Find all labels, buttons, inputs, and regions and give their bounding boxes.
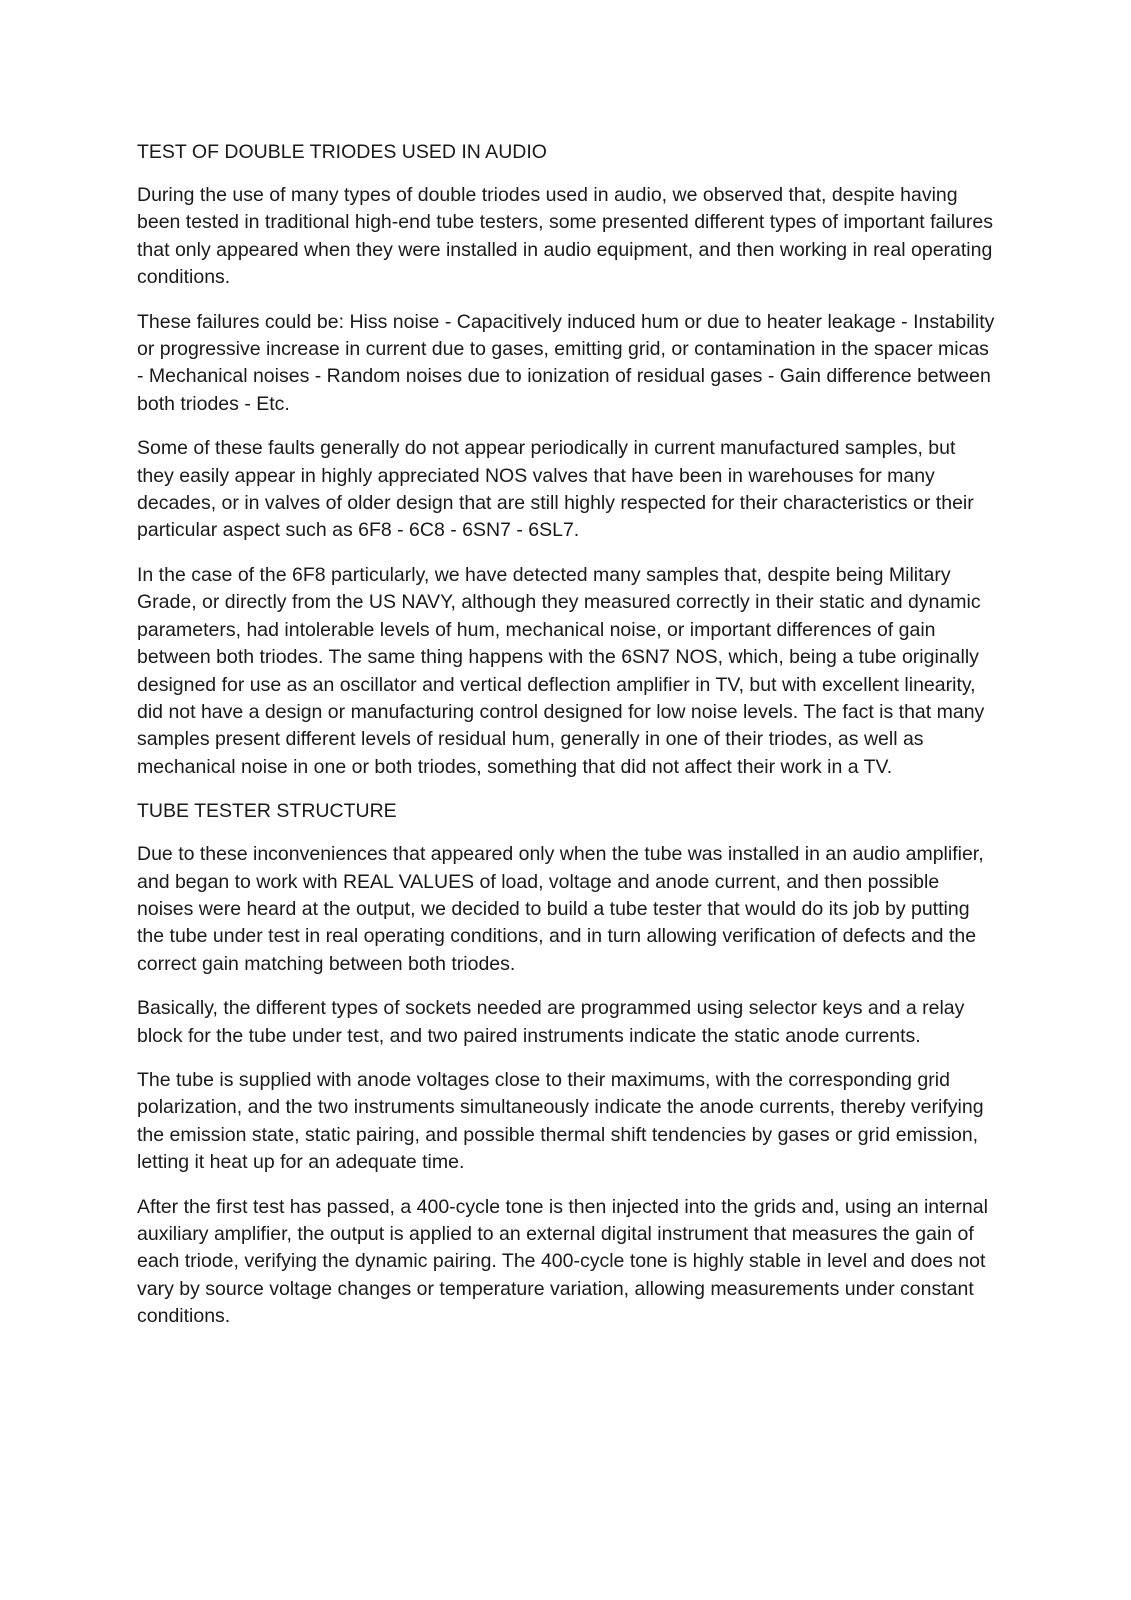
paragraph: Due to these inconveniences that appeared only when the tube was installed in an audio amplifier, and began to work with REAL VALUES of load, voltage and anode current, and then possible noises were heard at the output, we decided to build a tube tester that would do its job by putting the tube under test in real operating conditions, and in turn allowing verification of defects and the correct gain matching between both triodes. [137,843,984,975]
section-heading-tube-tester-structure: TUBE TESTER STRUCTURE [137,800,397,823]
paragraph: Some of these faults generally do not appear periodically in current manufactured samples, but they easily appear in highly appreciated NOS valves that have been in warehouses for many decades, or in valves of older design that are still highly respected for their characteristics or their particular aspect such as 6F8 - 6C8 - 6SN7 - 6SL7. [137,437,974,542]
document-title: TEST OF DOUBLE TRIODES USED IN AUDIO [137,141,547,163]
paragraph: The tube is supplied with anode voltages close to their maximums, with the corresponding grid polarization, and the two instruments simultaneously indicate the anode currents, thereby verifying the emission state, static pairing, and possible thermal shift tendencies by gases or grid emission, letting it heat up for an adequate time. [137,1068,984,1174]
paragraph: These failures could be: Hiss noise - Capacitively induced hum or due to heater leakage - Instability or progressive increase in current due to gases, emitting grid, or contamination in the spacer micas - Mechanical noises - Random noises due to ionization of residual gases - Gain difference between both triodes - Etc. [137,310,995,415]
paragraph: Basically, the different types of sockets needed are programmed using selector keys and a relay block for the tube under test, and two paired instruments indicate the static anode currents. [137,997,965,1047]
document-body [137,139,997,1348]
paragraph: After the first test has passed, a 400-cycle tone is then injected into the grids and, using an internal auxiliary amplifier, the output is applied to an external digital instrument that measures the gain of each triode, verifying the dynamic pairing. The 400-cycle tone is highly stable in level and does not vary by source voltage changes or temperature variation, allowing measurements under constant conditions. [137,1195,988,1328]
paragraph: During the use of many types of double triodes used in audio, we observed that, despite having been tested in traditional high-end tube testers, some presented different types of important failures that only appeared when they were installed in audio equipment, and then working in real operating conditions. [137,184,993,289]
paragraph: In the case of the 6F8 particularly, we have detected many samples that, despite being Military Grade, or directly from the US NAVY, although they measured correctly in their static and dynamic parameters, had intolerable levels of hum, mechanical noise, or important differences of gain between both triodes. The same thing happens with the 6SN7 NOS, which, being a tube originally designed for use as an oscillator and vertical deflection amplifier in TV, but with excellent linearity, did not have a design or manufacturing control designed for low noise levels. The fact is that many samples present different levels of residual hum, generally in one of their triodes, as well as mechanical noise in one or both triodes, something that did not affect their work in a TV. [137,563,985,778]
